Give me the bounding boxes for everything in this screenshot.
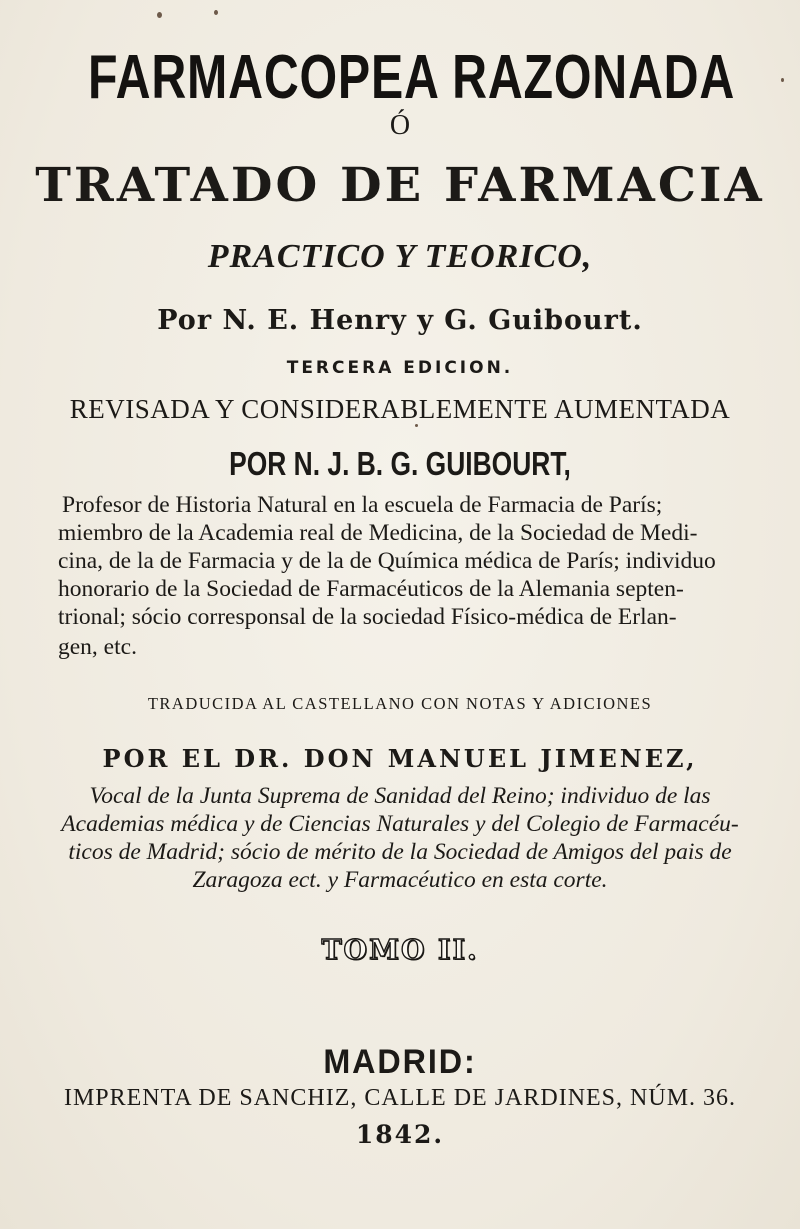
imprint-city: MADRID: (323, 1043, 477, 1081)
volume-label: TOMO II. (321, 935, 479, 966)
subtitle-secondary: PRACTICO Y TEORICO, (207, 238, 593, 275)
imprint-year: 1842. (355, 1120, 445, 1149)
paper-spot (781, 78, 784, 82)
translator-credentials-line: ticos de Madrid; sócio de mérito de la Sociedad de Amigos del pais de (68, 839, 732, 865)
reviser-credentials-line: Profesor de Historia Natural en la escuela de Farmacia de París; (62, 492, 663, 518)
subtitle-primary: TRATADO DE FARMACIA (35, 158, 765, 213)
revised-line: REVISADA Y CONSIDERABLEMENTE AUMENTADA (69, 394, 731, 424)
translated-line: TRADUCIDA AL CASTELLANO CON NOTAS Y ADICIONES (147, 694, 653, 713)
translator-credentials-line: Vocal de la Junta Suprema de Sanidad del Reino; individuo de las (89, 783, 711, 809)
paper-spot (214, 10, 218, 15)
reviser-credentials-line: honorario de la Sociedad de Farmacéuticos de la Alemania septen- (58, 576, 684, 602)
imprint-printer: IMPRENTA DE SANCHIZ, CALLE DE JARDINES, NÚM. 36. (63, 1085, 737, 1111)
translator-credentials-line: Zaragoza ect. y Farmacéutico en esta corte. (192, 867, 608, 893)
main-title: FARMACOPEA RAZONADA (88, 43, 736, 112)
author-line: Por N. E. Henry y G. Guibourt. (157, 305, 643, 336)
reviser-name: POR N. J. B. G. GUIBOURT, (229, 445, 571, 482)
translator-credentials-line: Academias médica y de Ciencias Naturales y del Colegio de Farmacéu- (61, 811, 739, 837)
reviser-credentials-line: cina, de la de Farmacia y de la de Química médica de París; individuo (58, 548, 716, 574)
reviser-credentials-line: trional; sócio corresponsal de la sociedad Físico-médica de Erlan- (58, 604, 677, 630)
title-conjunction: Ó (389, 110, 411, 141)
paper-spot (415, 424, 418, 427)
translator-name: POR EL DR. DON MANUEL JIMENEZ, (102, 744, 698, 773)
paper-spot (157, 12, 162, 18)
edition-line: TERCERA EDICION. (286, 358, 514, 378)
reviser-credentials-line: gen, etc. (58, 634, 137, 660)
reviser-credentials-line: miembro de la Academia real de Medicina, de la Sociedad de Medi- (58, 520, 698, 546)
